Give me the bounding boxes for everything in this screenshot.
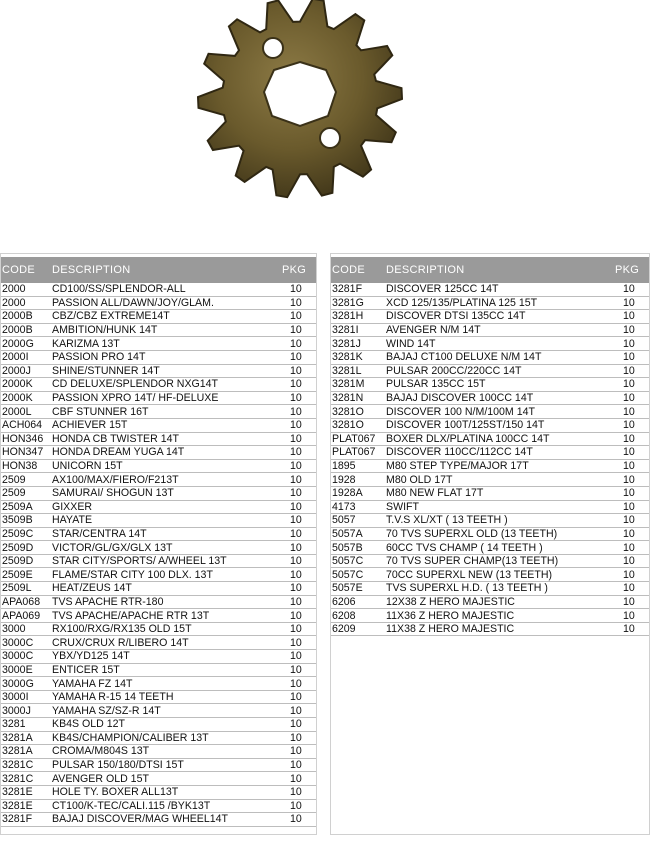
code-cell: 3281 xyxy=(2,718,26,731)
code-cell: 1928A xyxy=(332,487,363,500)
pkg-cell: 10 xyxy=(290,636,302,649)
description-cell: HOLE TY. BOXER ALL13T xyxy=(52,786,179,799)
code-cell: 3000E xyxy=(2,663,33,676)
description-cell: PASSION ALL/DAWN/JOY/GLAM. xyxy=(52,296,214,309)
pkg-cell: 10 xyxy=(290,296,302,309)
table-row xyxy=(331,555,649,569)
description-cell: M80 OLD 17T xyxy=(386,473,453,486)
description-cell: HAYATE xyxy=(52,514,93,527)
table-row xyxy=(1,351,316,365)
table-row xyxy=(1,677,316,691)
description-cell: YAMAHA R-15 14 TEETH xyxy=(52,691,174,704)
description-cell: DISCOVER 110CC/112CC 14T xyxy=(386,446,533,459)
code-cell: 2000J xyxy=(2,364,31,377)
description-cell: PASSION XPRO 14T/ HF-DELUXE xyxy=(52,392,219,405)
code-cell: PLAT067 xyxy=(332,432,376,445)
code-cell: 2000L xyxy=(2,405,32,418)
pkg-cell: 10 xyxy=(290,432,302,445)
pkg-cell: 10 xyxy=(290,419,302,432)
table-row xyxy=(331,501,649,515)
pkg-cell: 10 xyxy=(623,310,635,323)
table-row xyxy=(331,528,649,542)
pkg-cell: 10 xyxy=(290,460,302,473)
description-cell: RX100/RXG/RX135 OLD 15T xyxy=(52,623,192,636)
pkg-cell: 10 xyxy=(623,378,635,391)
description-cell: KB4S/CHAMPION/CALIBER 13T xyxy=(52,731,209,744)
pkg-cell: 10 xyxy=(623,351,635,364)
description-cell: AVENGER N/M 14T xyxy=(386,324,481,337)
table-row xyxy=(1,772,316,786)
description-cell: PULSAR 150/180/DTSI 15T xyxy=(52,759,184,772)
code-cell: 3000G xyxy=(2,677,34,690)
table-row xyxy=(331,541,649,555)
code-cell: 3281G xyxy=(332,296,364,309)
description-cell: KB4S OLD 12T xyxy=(52,718,126,731)
code-cell: 6209 xyxy=(332,623,356,636)
code-cell: PLAT067 xyxy=(332,446,376,459)
table-row xyxy=(1,528,316,542)
code-cell: 2509D xyxy=(2,555,34,568)
pkg-cell: 10 xyxy=(290,650,302,663)
table-row xyxy=(1,392,316,406)
code-cell: 3281C xyxy=(2,772,34,785)
table-row xyxy=(1,745,316,759)
code-cell: 2000B xyxy=(2,324,33,337)
center-hub-hole xyxy=(264,62,336,126)
pkg-cell: 10 xyxy=(623,582,635,595)
pkg-cell: 10 xyxy=(290,609,302,622)
table-row xyxy=(331,623,649,637)
pkg-cell: 10 xyxy=(290,351,302,364)
description-cell: STAR/CENTRA 14T xyxy=(52,527,147,540)
pkg-cell: 10 xyxy=(290,691,302,704)
code-cell: 5057A xyxy=(332,527,363,540)
code-cell: 1928 xyxy=(332,473,356,486)
table-row xyxy=(331,365,649,379)
table-row xyxy=(1,704,316,718)
code-cell: 3509B xyxy=(2,514,33,527)
pkg-cell: 10 xyxy=(623,487,635,500)
code-cell: 3281H xyxy=(332,310,364,323)
sprocket-image xyxy=(140,0,460,225)
description-cell: DISCOVER DTSI 135CC 14T xyxy=(386,310,526,323)
description-cell: GIXXER xyxy=(52,500,93,513)
code-cell: 5057C xyxy=(332,568,364,581)
description-cell: BAJAJ CT100 DELUXE N/M 14T xyxy=(386,351,542,364)
code-cell: 2509L xyxy=(2,582,32,595)
pkg-cell: 10 xyxy=(623,446,635,459)
code-cell: 3000I xyxy=(2,691,29,704)
description-cell: PULSAR 135CC 15T xyxy=(386,378,486,391)
table-row xyxy=(1,310,316,324)
description-cell: AMBITION/HUNK 14T xyxy=(52,324,158,337)
table-row xyxy=(331,514,649,528)
code-cell: 5057B xyxy=(332,541,363,554)
code-cell: 3281F xyxy=(2,813,33,826)
table-row xyxy=(1,283,316,297)
pkg-cell: 10 xyxy=(290,799,302,812)
code-cell: 2000K xyxy=(2,378,33,391)
table-row xyxy=(1,664,316,678)
code-cell: 3000J xyxy=(2,704,31,717)
pkg-cell: 10 xyxy=(290,446,302,459)
description-cell: BAJAJ DISCOVER 100CC 14T xyxy=(386,392,534,405)
pkg-cell: 10 xyxy=(623,568,635,581)
pkg-cell: 10 xyxy=(290,555,302,568)
pkg-cell: 10 xyxy=(290,392,302,405)
description-cell: CROMA/M804S 13T xyxy=(52,745,150,758)
table-row xyxy=(331,297,649,311)
pkg-cell: 10 xyxy=(290,487,302,500)
code-cell: 5057E xyxy=(332,582,363,595)
table-row xyxy=(1,582,316,596)
pkg-cell: 10 xyxy=(623,405,635,418)
table-row xyxy=(1,324,316,338)
description-cell: STAR CITY/SPORTS/ A/WHEEL 13T xyxy=(52,555,227,568)
pkg-cell: 10 xyxy=(290,595,302,608)
table-row xyxy=(1,596,316,610)
description-cell: DISCOVER 100T/125ST/150 14T xyxy=(386,419,545,432)
table-row xyxy=(1,501,316,515)
table-row xyxy=(1,636,316,650)
table-row xyxy=(331,433,649,447)
table-row xyxy=(1,541,316,555)
pkg-cell: 10 xyxy=(290,704,302,717)
code-cell: 2000G xyxy=(2,337,34,350)
description-cell: HONDA DREAM YUGA 14T xyxy=(52,446,185,459)
table-row xyxy=(1,365,316,379)
description-cell: 70 TVS SUPERXL OLD (13 TEETH) xyxy=(386,527,558,540)
code-cell: 4173 xyxy=(332,500,356,513)
code-cell: 3281E xyxy=(2,786,33,799)
pkg-cell: 10 xyxy=(623,392,635,405)
code-cell: 3281A xyxy=(2,745,33,758)
code-cell: 3281L xyxy=(332,364,362,377)
table-row xyxy=(331,310,649,324)
description-cell: VICTOR/GL/GX/GLX 13T xyxy=(52,541,173,554)
table-row xyxy=(331,487,649,501)
pkg-cell: 10 xyxy=(623,473,635,486)
table-row xyxy=(1,623,316,637)
table-row xyxy=(331,337,649,351)
pkg-cell: 10 xyxy=(290,772,302,785)
description-cell: 11X38 Z HERO MAJESTIC xyxy=(386,623,515,636)
pkg-cell: 10 xyxy=(623,460,635,473)
pkg-cell: 10 xyxy=(290,364,302,377)
code-cell: 3281E xyxy=(2,799,33,812)
code-cell: HON347 xyxy=(2,446,44,459)
table-row xyxy=(331,568,649,582)
description-cell: DISCOVER 100 N/M/100M 14T xyxy=(386,405,535,418)
description-cell: DISCOVER 125CC 14T xyxy=(386,283,499,296)
code-cell: ACH064 xyxy=(2,419,43,432)
code-cell: 2000B xyxy=(2,310,33,323)
description-cell: T.V.S XL/XT ( 13 TEETH ) xyxy=(386,514,508,527)
description-cell: CT100/K-TEC/CALI.115 /BYK13T xyxy=(52,799,211,812)
table-row xyxy=(1,759,316,773)
description-cell: PASSION PRO 14T xyxy=(52,351,146,364)
code-cell: 2000 xyxy=(2,296,26,309)
description-cell: HONDA CB TWISTER 14T xyxy=(52,432,179,445)
code-cell: 2509A xyxy=(2,500,33,513)
description-cell: TVS SUPERXL H.D. ( 13 TEETH ) xyxy=(386,582,548,595)
pkg-cell: 10 xyxy=(290,568,302,581)
code-cell: 2000 xyxy=(2,283,26,296)
pkg-cell: 10 xyxy=(623,324,635,337)
table-row xyxy=(331,283,649,297)
pkg-cell: 10 xyxy=(290,283,302,296)
description-cell: YAMAHA SZ/SZ-R 14T xyxy=(52,704,161,717)
table-row xyxy=(331,596,649,610)
description-cell: CBZ/CBZ EXTREME14T xyxy=(52,310,170,323)
pkg-cell: 10 xyxy=(290,500,302,513)
pkg-cell: 10 xyxy=(290,745,302,758)
description-cell: 70 TVS SUPER CHAMP(13 TEETH) xyxy=(386,555,559,568)
pkg-cell: 10 xyxy=(623,595,635,608)
pkg-cell: 10 xyxy=(290,786,302,799)
description-cell: XCD 125/135/PLATINA 125 15T xyxy=(386,296,538,309)
pkg-cell: 10 xyxy=(290,718,302,731)
description-cell: M80 STEP TYPE/MAJOR 17T xyxy=(386,460,529,473)
code-cell: 5057 xyxy=(332,514,356,527)
table-row xyxy=(1,297,316,311)
description-cell: UNICORN 15T xyxy=(52,460,123,473)
code-cell: 3281K xyxy=(332,351,363,364)
description-cell: SAMURAI/ SHOGUN 13T xyxy=(52,487,174,500)
table-row xyxy=(1,800,316,814)
pkg-cell: 10 xyxy=(290,813,302,826)
description-cell: WIND 14T xyxy=(386,337,436,350)
code-cell: 3281O xyxy=(332,405,364,418)
pkg-cell: 10 xyxy=(290,582,302,595)
code-header: CODE xyxy=(2,264,35,276)
table-row xyxy=(331,324,649,338)
pkg-cell: 10 xyxy=(623,541,635,554)
pkg-cell: 10 xyxy=(290,759,302,772)
description-cell: ACHIEVER 15T xyxy=(52,419,128,432)
table-row xyxy=(1,460,316,474)
table-row xyxy=(1,378,316,392)
code-cell: 3000C xyxy=(2,636,34,649)
table-header xyxy=(331,257,649,283)
table-row xyxy=(331,582,649,596)
code-cell: 3000C xyxy=(2,650,34,663)
table-row xyxy=(1,473,316,487)
description-cell: CBF STUNNER 16T xyxy=(52,405,149,418)
pkg-cell: 10 xyxy=(623,419,635,432)
code-cell: 3281N xyxy=(332,392,364,405)
code-cell: 3281I xyxy=(332,324,359,337)
table-row xyxy=(1,691,316,705)
code-cell: 3281J xyxy=(332,337,361,350)
code-cell: 2509C xyxy=(2,527,34,540)
table-row xyxy=(1,446,316,460)
description-cell: SHINE/STUNNER 14T xyxy=(52,364,160,377)
code-cell: 3281O xyxy=(332,419,364,432)
description-cell: BOXER DLX/PLATINA 100CC 14T xyxy=(386,432,550,445)
code-header: CODE xyxy=(332,264,365,276)
table-row xyxy=(1,718,316,732)
table-row xyxy=(331,460,649,474)
table-row xyxy=(331,378,649,392)
code-cell: 3281C xyxy=(2,759,34,772)
code-cell: 3281F xyxy=(332,283,363,296)
pkg-cell: 10 xyxy=(623,337,635,350)
pkg-cell: 10 xyxy=(623,500,635,513)
description-cell: HEAT/ZEUS 14T xyxy=(52,582,132,595)
description-cell: AVENGER OLD 15T xyxy=(52,772,149,785)
code-cell: 3000 xyxy=(2,623,26,636)
bolt-hole-bottom xyxy=(320,128,340,148)
description-cell: CD DELUXE/SPLENDOR NXG14T xyxy=(52,378,219,391)
description-cell: YAMAHA FZ 14T xyxy=(52,677,133,690)
table-header xyxy=(1,257,316,283)
pkg-cell: 10 xyxy=(290,663,302,676)
code-cell: 2509 xyxy=(2,473,26,486)
table-row xyxy=(331,609,649,623)
pkg-cell: 10 xyxy=(623,623,635,636)
description-cell: 12X38 Z HERO MAJESTIC xyxy=(386,595,515,608)
description-cell: 11X36 Z HERO MAJESTIC xyxy=(386,609,515,622)
pkg-cell: 10 xyxy=(623,555,635,568)
pkg-cell: 10 xyxy=(623,609,635,622)
pkg-cell: 10 xyxy=(290,677,302,690)
table-row xyxy=(331,405,649,419)
pkg-cell: 10 xyxy=(623,364,635,377)
code-cell: 6208 xyxy=(332,609,356,622)
right-price-table xyxy=(330,253,650,835)
pkg-cell: 10 xyxy=(290,337,302,350)
description-cell: YBX/YD125 14T xyxy=(52,650,130,663)
code-cell: 2000K xyxy=(2,392,33,405)
description-cell: ENTICER 15T xyxy=(52,663,120,676)
code-cell: 2509E xyxy=(2,568,33,581)
table-row xyxy=(1,609,316,623)
code-cell: 2509 xyxy=(2,487,26,500)
table-row xyxy=(1,650,316,664)
code-cell: 3281M xyxy=(332,378,365,391)
code-cell: 3281A xyxy=(2,731,33,744)
pkg-cell: 10 xyxy=(290,310,302,323)
pkg-cell: 10 xyxy=(290,731,302,744)
table-row xyxy=(331,351,649,365)
pkg-cell: 10 xyxy=(623,283,635,296)
code-cell: APA068 xyxy=(2,595,41,608)
pkg-cell: 10 xyxy=(290,378,302,391)
table-row xyxy=(1,555,316,569)
pkg-cell: 10 xyxy=(290,324,302,337)
pkg-header: PKG xyxy=(615,264,640,276)
description-header: DESCRIPTION xyxy=(386,264,465,276)
table-row xyxy=(1,514,316,528)
pkg-cell: 10 xyxy=(290,405,302,418)
description-cell: TVS APACHE/APACHE RTR 13T xyxy=(52,609,210,622)
code-cell: APA069 xyxy=(2,609,41,622)
pkg-cell: 10 xyxy=(290,473,302,486)
code-cell: 1895 xyxy=(332,460,356,473)
code-cell: 2509D xyxy=(2,541,34,554)
table-row xyxy=(1,337,316,351)
table-row xyxy=(1,732,316,746)
table-row xyxy=(1,405,316,419)
pkg-header: PKG xyxy=(282,264,307,276)
pkg-cell: 10 xyxy=(623,296,635,309)
table-row xyxy=(1,786,316,800)
description-cell: BAJAJ DISCOVER/MAG WHEEL14T xyxy=(52,813,229,826)
pkg-cell: 10 xyxy=(290,623,302,636)
code-cell: 6206 xyxy=(332,595,356,608)
pkg-cell: 10 xyxy=(623,514,635,527)
left-price-table xyxy=(0,253,317,835)
description-header: DESCRIPTION xyxy=(52,264,131,276)
description-cell: M80 NEW FLAT 17T xyxy=(386,487,484,500)
table-row xyxy=(331,473,649,487)
table-row xyxy=(331,446,649,460)
description-cell: AX100/MAX/FIERO/F213T xyxy=(52,473,179,486)
description-cell: CRUX/CRUX R/LIBERO 14T xyxy=(52,636,189,649)
code-cell: HON346 xyxy=(2,432,44,445)
description-cell: CD100/SS/SPLENDOR-ALL xyxy=(52,283,186,296)
pkg-cell: 10 xyxy=(290,541,302,554)
table-row xyxy=(1,568,316,582)
pkg-cell: 10 xyxy=(290,527,302,540)
description-cell: FLAME/STAR CITY 100 DLX. 13T xyxy=(52,568,213,581)
code-cell: 5057C xyxy=(332,555,364,568)
table-row xyxy=(331,419,649,433)
table-row xyxy=(1,419,316,433)
code-cell: 2000I xyxy=(2,351,29,364)
description-cell: 70CC SUPERXL NEW (13 TEETH) xyxy=(386,568,553,581)
bolt-hole-top xyxy=(263,38,283,58)
description-cell: PULSAR 200CC/220CC 14T xyxy=(386,364,522,377)
description-cell: 60CC TVS CHAMP ( 14 TEETH ) xyxy=(386,541,543,554)
description-cell: TVS APACHE RTR-180 xyxy=(52,595,164,608)
description-cell: KARIZMA 13T xyxy=(52,337,120,350)
pkg-cell: 10 xyxy=(623,432,635,445)
description-cell: SWIFT xyxy=(386,500,419,513)
table-row xyxy=(1,433,316,447)
pkg-cell: 10 xyxy=(623,527,635,540)
table-row xyxy=(331,392,649,406)
code-cell: HON38 xyxy=(2,460,38,473)
table-row xyxy=(1,487,316,501)
pkg-cell: 10 xyxy=(290,514,302,527)
table-row xyxy=(1,813,316,827)
